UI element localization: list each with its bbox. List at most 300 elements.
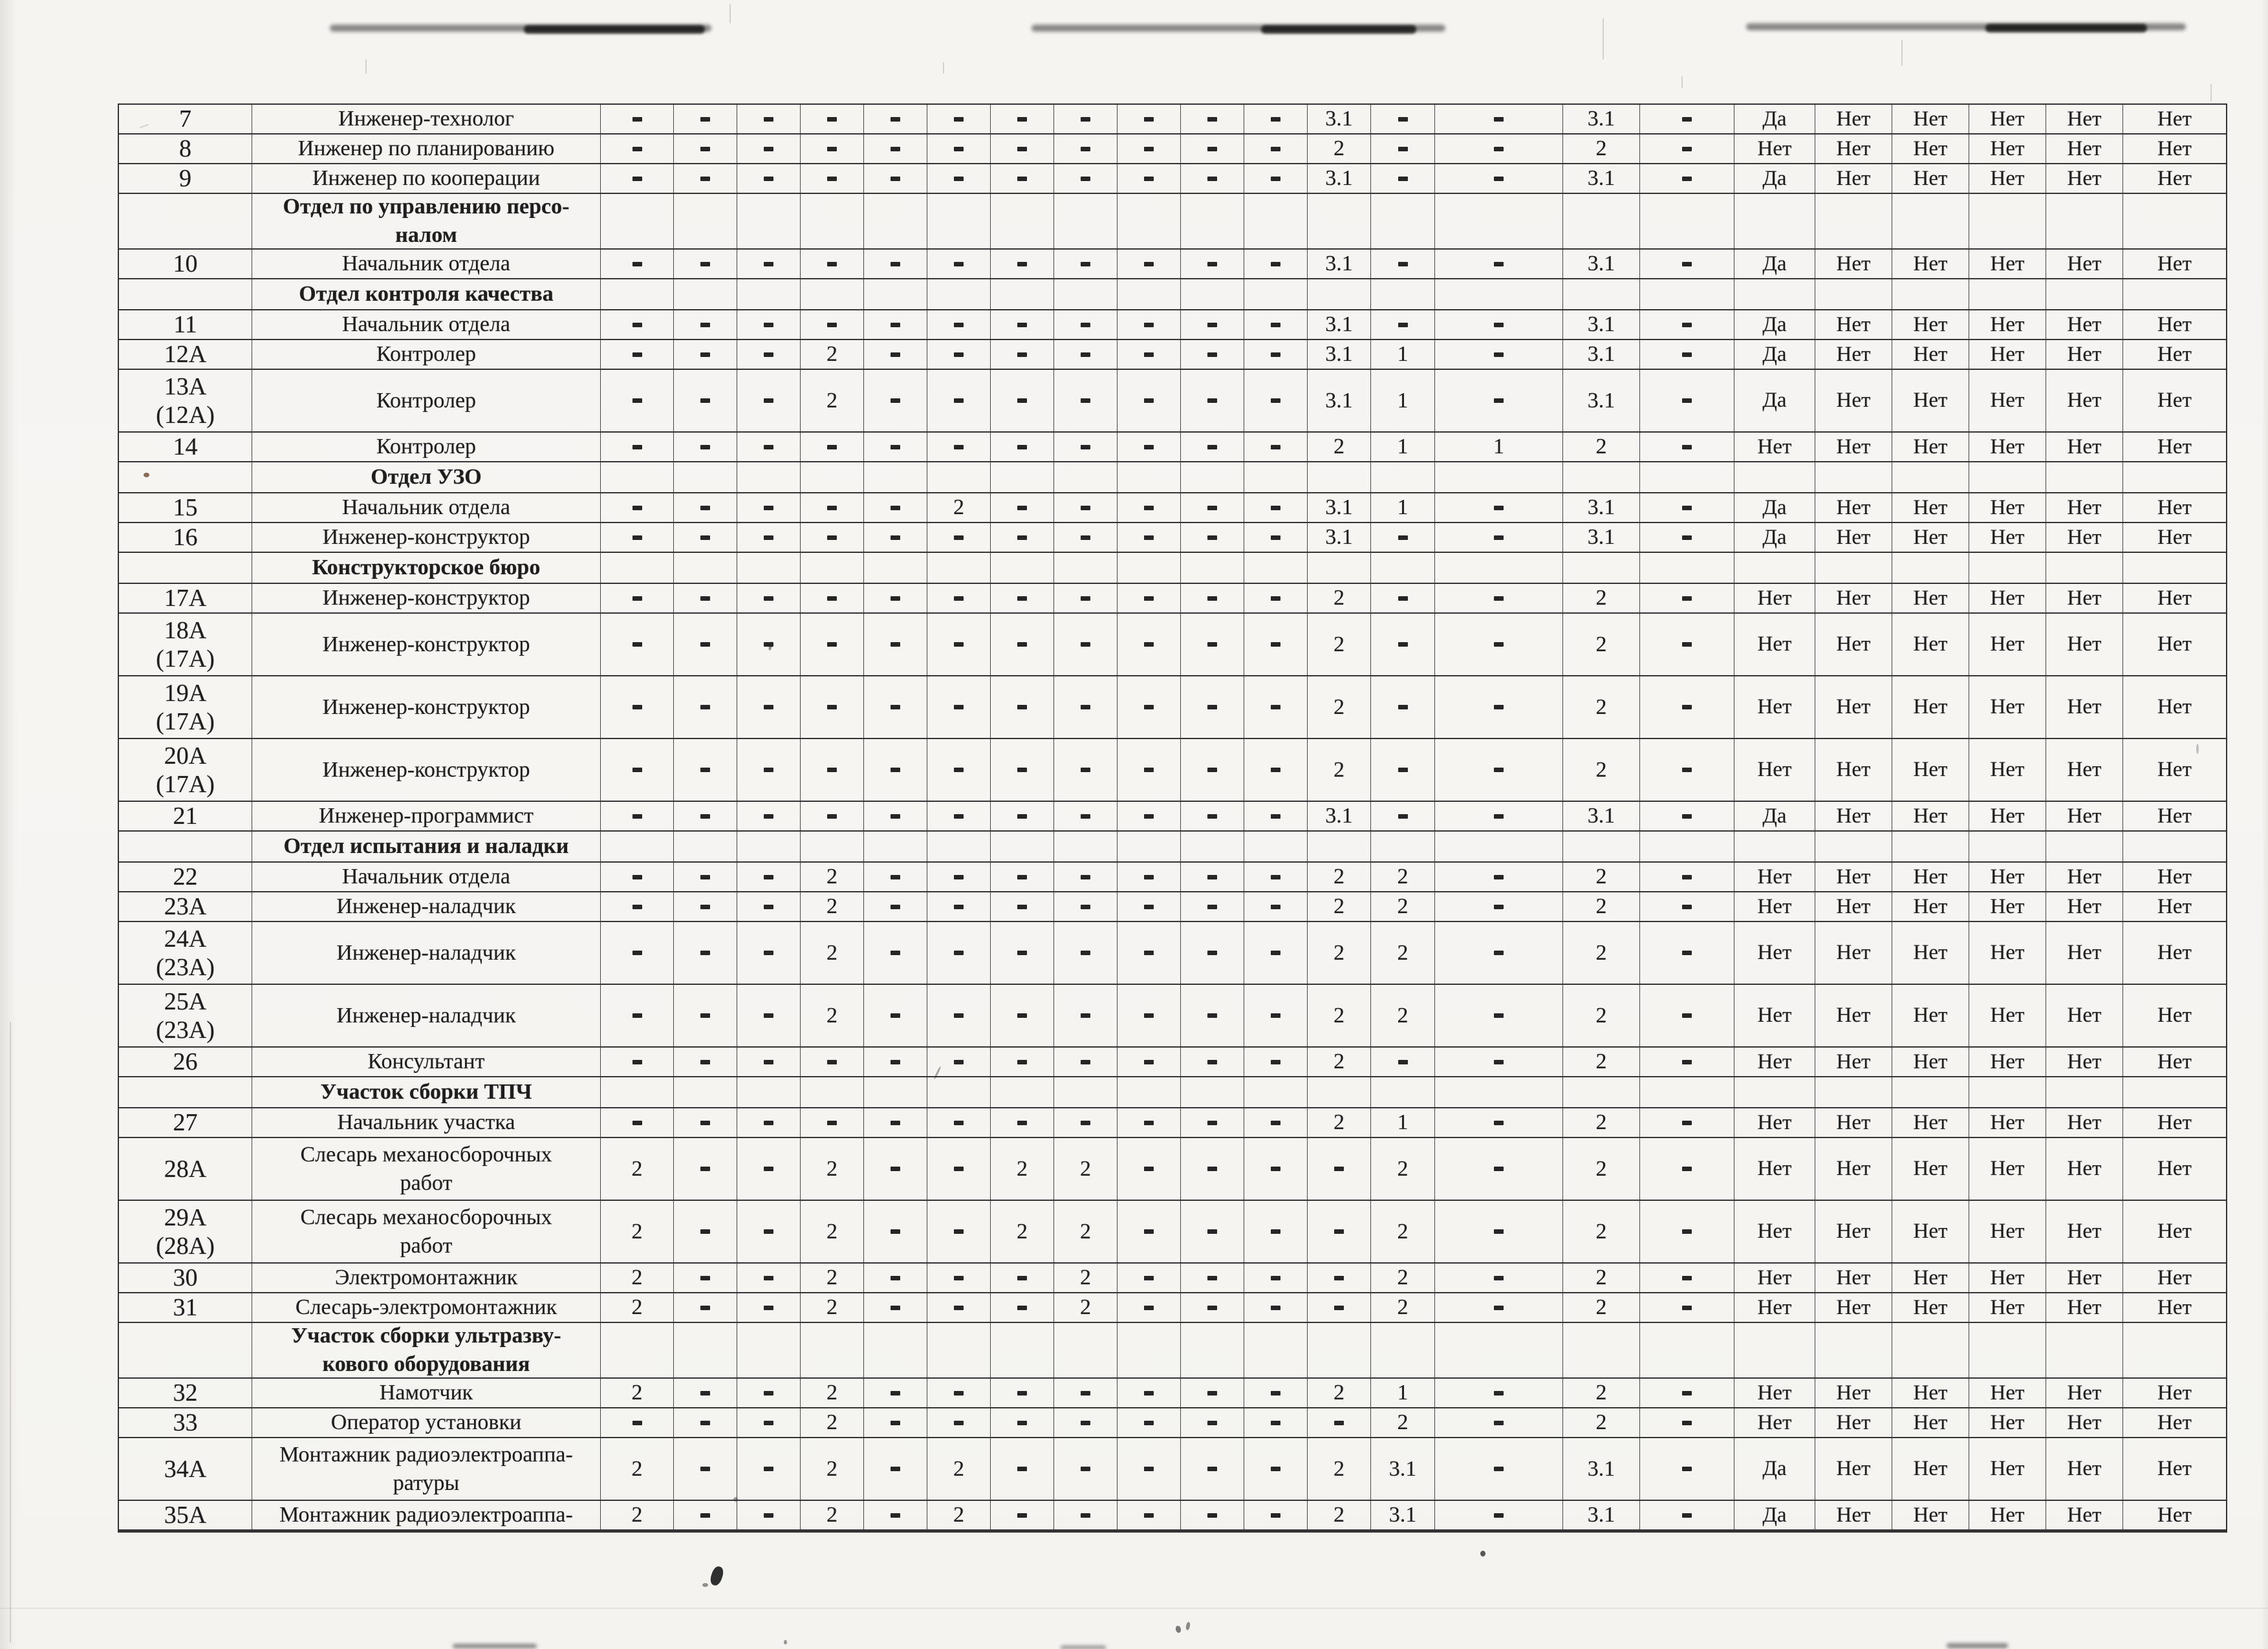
yes-no-cell: Нет bbox=[1734, 135, 1815, 163]
value-cell bbox=[1435, 279, 1563, 309]
value-cell bbox=[601, 832, 674, 861]
value-cell bbox=[1308, 1264, 1371, 1292]
value-cell bbox=[1118, 1138, 1181, 1200]
dash-mark bbox=[1494, 875, 1504, 879]
value-cell: 2 bbox=[1563, 1201, 1640, 1262]
dash-mark bbox=[1144, 1467, 1154, 1471]
dash-mark bbox=[827, 642, 837, 647]
value-cell bbox=[801, 553, 864, 583]
value-cell bbox=[927, 1379, 991, 1407]
position-title-cell: Намотчик bbox=[252, 1379, 601, 1407]
value-cell: 2 bbox=[801, 892, 864, 921]
dash-mark bbox=[764, 177, 773, 181]
value-cell: 3.1 bbox=[1563, 164, 1640, 193]
value-cell bbox=[864, 433, 927, 461]
value-cell bbox=[864, 1438, 927, 1500]
value-cell bbox=[1435, 1108, 1563, 1137]
position-title-cell: Начальник отдела bbox=[252, 250, 601, 278]
value-cell bbox=[601, 676, 674, 738]
value-cell: 3.1 bbox=[1308, 164, 1371, 193]
dash-mark bbox=[891, 1421, 900, 1425]
value-cell bbox=[674, 863, 737, 891]
dash-mark bbox=[1682, 875, 1692, 879]
yes-no-cell: Да bbox=[1734, 250, 1815, 278]
value-cell bbox=[1118, 340, 1181, 369]
scan-hairline bbox=[1681, 76, 1683, 88]
yes-no-cell: Нет bbox=[1969, 370, 2046, 431]
value-cell bbox=[1371, 523, 1435, 552]
value-cell: 1 bbox=[1371, 493, 1435, 522]
dash-mark bbox=[1398, 768, 1408, 772]
section-title-cell: Участок сборки ультразву- кового оборудования bbox=[252, 1323, 601, 1377]
position-title-cell: Инженер-технолог bbox=[252, 105, 601, 133]
value-cell bbox=[864, 1077, 927, 1107]
yes-no-cell: Нет bbox=[2046, 135, 2123, 163]
value-cell bbox=[674, 279, 737, 309]
dash-mark bbox=[1207, 951, 1217, 955]
yes-no-cell bbox=[1815, 553, 1892, 583]
value-cell bbox=[601, 985, 674, 1046]
dash-mark bbox=[1081, 1513, 1090, 1518]
table-row bbox=[119, 135, 2226, 164]
position-title-cell: Контролер bbox=[252, 370, 601, 431]
value-cell bbox=[1640, 1108, 1734, 1137]
value-cell bbox=[1435, 1323, 1563, 1377]
value-cell bbox=[1244, 584, 1308, 612]
dash-mark bbox=[954, 1306, 964, 1310]
yes-no-cell: Нет bbox=[2157, 107, 2192, 131]
value-cell bbox=[1118, 1264, 1181, 1292]
value-cell: 2 bbox=[1371, 922, 1435, 984]
value-cell: 3.1 bbox=[1308, 340, 1371, 369]
value-cell bbox=[674, 676, 737, 738]
dash-mark bbox=[1271, 1167, 1280, 1171]
yes-no-cell: Нет bbox=[2157, 252, 2192, 275]
value-cell: 2 bbox=[1308, 433, 1371, 461]
value-cell bbox=[991, 863, 1054, 891]
dash-mark bbox=[764, 875, 773, 879]
value-cell bbox=[601, 105, 674, 133]
dash-mark bbox=[1081, 1013, 1090, 1018]
dash-mark bbox=[1017, 705, 1027, 709]
yes-no-cell: Нет bbox=[1892, 614, 1969, 675]
yes-no-cell bbox=[1815, 462, 1892, 492]
value-cell: 2 bbox=[801, 370, 864, 431]
dash-mark bbox=[1081, 1391, 1090, 1396]
value-cell bbox=[1640, 340, 1734, 369]
value-cell bbox=[601, 493, 674, 522]
dash-mark bbox=[700, 1167, 710, 1171]
value-cell bbox=[927, 279, 991, 309]
dash-mark bbox=[700, 262, 710, 266]
value-cell bbox=[1118, 105, 1181, 133]
value-cell bbox=[1181, 802, 1244, 830]
yes-no-cell: Нет bbox=[2046, 863, 2123, 891]
yes-no-cell: Нет bbox=[1969, 1501, 2046, 1529]
yes-no-cell bbox=[1892, 832, 1969, 861]
yes-no-cell: Нет bbox=[2157, 758, 2192, 781]
value-cell bbox=[1181, 370, 1244, 431]
value-cell: 2 bbox=[801, 1438, 864, 1500]
value-cell bbox=[601, 1048, 674, 1076]
dash-mark bbox=[1494, 1013, 1504, 1018]
value-cell bbox=[864, 194, 927, 248]
yes-no-cell: Нет bbox=[1815, 1108, 1892, 1137]
value-cell bbox=[1118, 370, 1181, 431]
value-cell bbox=[601, 1108, 674, 1137]
value-cell bbox=[737, 250, 801, 278]
value-cell bbox=[864, 250, 927, 278]
table-row bbox=[119, 1379, 2226, 1408]
dash-mark bbox=[1398, 323, 1408, 327]
value-cell: 3.1 bbox=[1563, 493, 1640, 522]
yes-no-cell: Нет bbox=[1815, 1501, 1892, 1529]
value-cell bbox=[1371, 194, 1435, 248]
value-cell bbox=[1308, 1201, 1371, 1262]
yes-no-cell bbox=[2123, 1077, 2226, 1107]
yes-no-cell: Нет bbox=[2046, 802, 2123, 830]
dash-mark bbox=[1017, 875, 1027, 879]
dash-mark bbox=[764, 262, 773, 266]
yes-no-cell: Нет bbox=[1815, 1264, 1892, 1292]
yes-no-cell: Нет bbox=[1815, 1408, 1892, 1437]
value-cell bbox=[991, 1379, 1054, 1407]
value-cell bbox=[1640, 523, 1734, 552]
dash-mark bbox=[1682, 905, 1692, 909]
value-cell bbox=[601, 863, 674, 891]
value-cell bbox=[1640, 553, 1734, 583]
value-cell bbox=[991, 584, 1054, 612]
yes-no-cell: Нет bbox=[1892, 584, 1969, 612]
value-cell bbox=[1435, 553, 1563, 583]
value-cell bbox=[1118, 802, 1181, 830]
value-cell: 2 bbox=[1563, 1264, 1640, 1292]
yes-no-cell: Нет bbox=[2157, 865, 2192, 889]
value-cell bbox=[1640, 922, 1734, 984]
yes-no-cell: Нет bbox=[1892, 802, 1969, 830]
value-cell bbox=[1054, 985, 1118, 1046]
yes-no-cell: Нет bbox=[1815, 739, 1892, 801]
dash-mark bbox=[1271, 262, 1280, 266]
value-cell bbox=[1244, 523, 1308, 552]
value-cell bbox=[674, 1379, 737, 1407]
yes-no-cell: Нет bbox=[1815, 985, 1892, 1046]
value-cell: 2 bbox=[1308, 1108, 1371, 1137]
row-number-cell: 21 bbox=[119, 802, 252, 830]
value-cell bbox=[801, 462, 864, 492]
yes-no-cell: Нет bbox=[1892, 1438, 1969, 1500]
yes-no-cell: Да bbox=[1734, 493, 1815, 522]
value-cell: 2 bbox=[1563, 863, 1640, 891]
yes-no-cell: Нет bbox=[1892, 1048, 1969, 1076]
dash-mark bbox=[1494, 1276, 1504, 1280]
yes-no-cell: Нет bbox=[1969, 433, 2046, 461]
value-cell bbox=[1181, 739, 1244, 801]
yes-no-cell: Нет bbox=[1734, 1264, 1815, 1292]
dash-mark bbox=[1494, 535, 1504, 540]
value-cell bbox=[1435, 462, 1563, 492]
value-cell bbox=[864, 553, 927, 583]
value-cell bbox=[737, 1323, 801, 1377]
table-row bbox=[119, 1293, 2226, 1323]
yes-no-cell: Нет bbox=[1892, 1408, 1969, 1437]
value-cell bbox=[674, 493, 737, 522]
value-cell: 1 bbox=[1435, 433, 1563, 461]
dash-mark bbox=[1017, 1467, 1027, 1471]
value-cell bbox=[1244, 1048, 1308, 1076]
dash-mark bbox=[1494, 262, 1504, 266]
value-cell bbox=[864, 676, 927, 738]
value-cell bbox=[1371, 1323, 1435, 1377]
value-cell bbox=[1640, 194, 1734, 248]
value-cell: 2 bbox=[1371, 1201, 1435, 1262]
section-row bbox=[119, 279, 2226, 310]
dash-mark bbox=[1207, 1013, 1217, 1018]
dash-mark bbox=[1144, 705, 1154, 709]
value-cell: 3.1 bbox=[1563, 1501, 1640, 1529]
dash-mark bbox=[1207, 1060, 1217, 1064]
dash-mark bbox=[891, 1467, 900, 1471]
value-cell: 2 bbox=[1563, 1379, 1640, 1407]
row-number-cell bbox=[119, 553, 252, 583]
dash-mark bbox=[764, 905, 773, 909]
dash-mark bbox=[1144, 1060, 1154, 1064]
value-cell bbox=[1244, 105, 1308, 133]
yes-no-cell: Нет bbox=[2157, 632, 2192, 656]
value-cell bbox=[1640, 584, 1734, 612]
value-cell bbox=[674, 250, 737, 278]
yes-no-cell: Нет bbox=[1815, 1201, 1892, 1262]
value-cell bbox=[927, 584, 991, 612]
table-row bbox=[119, 1108, 2226, 1138]
yes-no-cell bbox=[2123, 462, 2226, 492]
value-cell bbox=[1435, 1438, 1563, 1500]
yes-no-cell: Нет bbox=[2157, 894, 2192, 918]
dash-mark bbox=[1271, 1513, 1280, 1518]
dash-mark bbox=[764, 1060, 773, 1064]
yes-no-cell: Нет bbox=[2046, 1048, 2123, 1076]
dash-mark bbox=[954, 445, 964, 449]
dash-mark bbox=[1682, 398, 1692, 403]
value-cell bbox=[1054, 863, 1118, 891]
value-cell: 2 bbox=[1563, 1138, 1640, 1200]
value-cell: 2 bbox=[1308, 676, 1371, 738]
table-row bbox=[119, 1501, 2226, 1529]
dash-mark bbox=[1271, 905, 1280, 909]
yes-no-cell bbox=[1815, 832, 1892, 861]
yes-no-cell: Нет bbox=[2046, 1264, 2123, 1292]
yes-no-cell: Нет bbox=[1815, 340, 1892, 369]
yes-no-cell: Нет bbox=[2046, 922, 2123, 984]
dash-mark bbox=[891, 875, 900, 879]
dash-mark bbox=[1207, 814, 1217, 819]
yes-no-cell: Нет bbox=[1815, 105, 1892, 133]
value-cell bbox=[991, 493, 1054, 522]
dash-mark bbox=[1207, 596, 1217, 601]
dash-mark bbox=[1682, 1229, 1692, 1234]
value-cell bbox=[801, 433, 864, 461]
value-cell: 2 bbox=[801, 1293, 864, 1322]
value-cell bbox=[601, 462, 674, 492]
value-cell bbox=[1435, 250, 1563, 278]
value-cell bbox=[1308, 832, 1371, 861]
scan-hairline bbox=[943, 62, 944, 74]
dash-mark bbox=[1271, 1013, 1280, 1018]
dash-mark bbox=[700, 875, 710, 879]
dash-mark bbox=[1081, 1060, 1090, 1064]
dash-mark bbox=[1271, 117, 1280, 122]
value-cell bbox=[737, 863, 801, 891]
value-cell bbox=[737, 462, 801, 492]
value-cell bbox=[674, 433, 737, 461]
value-cell bbox=[1435, 922, 1563, 984]
value-cell bbox=[1435, 892, 1563, 921]
value-cell bbox=[674, 1264, 737, 1292]
value-cell: 3.1 bbox=[1308, 802, 1371, 830]
value-cell: 2 bbox=[1371, 1293, 1435, 1322]
value-cell bbox=[1181, 250, 1244, 278]
dash-mark bbox=[632, 596, 642, 601]
position-title-cell: Начальник участка bbox=[252, 1108, 601, 1137]
yes-no-cell: Нет bbox=[2157, 1381, 2192, 1405]
value-cell bbox=[991, 676, 1054, 738]
yes-no-cell: Нет bbox=[1734, 1293, 1815, 1322]
yes-no-cell: Нет bbox=[1892, 135, 1969, 163]
dash-mark bbox=[1017, 398, 1027, 403]
yes-no-cell: Нет bbox=[1892, 370, 1969, 431]
value-cell: 2 bbox=[927, 1501, 991, 1529]
table-row bbox=[119, 523, 2226, 553]
dash-mark bbox=[1017, 1013, 1027, 1018]
dash-mark bbox=[954, 1229, 964, 1234]
value-cell bbox=[1244, 310, 1308, 339]
value-cell: 2 bbox=[1563, 1293, 1640, 1322]
yes-no-cell: Нет bbox=[2046, 310, 2123, 339]
dash-mark bbox=[632, 147, 642, 151]
dash-mark bbox=[891, 642, 900, 647]
yes-no-cell: Нет bbox=[2157, 695, 2192, 718]
row-number-cell: 20А (17А) bbox=[119, 739, 252, 801]
dash-mark bbox=[1494, 596, 1504, 601]
value-cell bbox=[1118, 433, 1181, 461]
yes-no-cell: Нет bbox=[2157, 1157, 2192, 1180]
table-row bbox=[119, 493, 2226, 523]
value-cell bbox=[1371, 135, 1435, 163]
dash-mark bbox=[764, 1167, 773, 1171]
value-cell bbox=[601, 194, 674, 248]
value-cell bbox=[1435, 105, 1563, 133]
value-cell: 2 bbox=[601, 1264, 674, 1292]
yes-no-cell: Нет bbox=[2046, 250, 2123, 278]
dash-mark bbox=[1144, 1229, 1154, 1234]
value-cell bbox=[1181, 1323, 1244, 1377]
value-cell bbox=[864, 863, 927, 891]
dash-mark bbox=[1081, 147, 1090, 151]
dash-mark bbox=[827, 705, 837, 709]
dash-mark bbox=[764, 1421, 773, 1425]
dash-mark bbox=[632, 1421, 642, 1425]
value-cell bbox=[864, 310, 927, 339]
yes-no-cell: Нет bbox=[1969, 493, 2046, 522]
yes-no-cell: Нет bbox=[2157, 312, 2192, 336]
value-cell bbox=[1244, 1501, 1308, 1529]
value-cell bbox=[1371, 250, 1435, 278]
dash-mark bbox=[1144, 1513, 1154, 1518]
value-cell bbox=[991, 310, 1054, 339]
section-row bbox=[119, 462, 2226, 493]
value-cell: 2 bbox=[1308, 739, 1371, 801]
dash-mark bbox=[1494, 1421, 1504, 1425]
value-cell bbox=[991, 1077, 1054, 1107]
value-cell bbox=[927, 985, 991, 1046]
yes-no-cell: Нет bbox=[1969, 1201, 2046, 1262]
yes-no-cell: Нет bbox=[1815, 892, 1892, 921]
yes-no-cell: Нет bbox=[1734, 1108, 1815, 1137]
value-cell bbox=[1181, 1077, 1244, 1107]
yes-no-cell: Нет bbox=[1892, 922, 1969, 984]
dash-mark bbox=[632, 814, 642, 819]
yes-no-cell bbox=[2123, 279, 2226, 309]
value-cell bbox=[991, 1293, 1054, 1322]
scan-smudge bbox=[524, 25, 705, 34]
value-cell bbox=[1118, 194, 1181, 248]
value-cell bbox=[737, 739, 801, 801]
value-cell bbox=[674, 553, 737, 583]
dash-mark bbox=[954, 1276, 964, 1280]
value-cell bbox=[1308, 279, 1371, 309]
row-number-cell: 8 bbox=[119, 135, 252, 163]
yes-no-cell: Да bbox=[1734, 105, 1815, 133]
value-cell: 2 bbox=[801, 1501, 864, 1529]
dash-mark bbox=[954, 1421, 964, 1425]
table-row bbox=[119, 340, 2226, 370]
value-cell bbox=[1181, 922, 1244, 984]
yes-no-cell: Нет bbox=[1734, 1408, 1815, 1437]
value-cell bbox=[1118, 310, 1181, 339]
dash-mark bbox=[954, 398, 964, 403]
dash-mark bbox=[1682, 1421, 1692, 1425]
dash-mark bbox=[1207, 1421, 1217, 1425]
value-cell bbox=[1640, 433, 1734, 461]
yes-no-cell bbox=[1734, 1323, 1815, 1377]
yes-no-cell: Нет bbox=[2046, 433, 2123, 461]
dash-mark bbox=[1144, 642, 1154, 647]
dash-mark bbox=[764, 398, 773, 403]
dash-mark bbox=[954, 262, 964, 266]
value-cell bbox=[864, 1108, 927, 1137]
dash-mark bbox=[1271, 1121, 1280, 1125]
value-cell: 2 bbox=[1054, 1293, 1118, 1322]
dash-mark bbox=[632, 117, 642, 122]
dash-mark bbox=[954, 117, 964, 122]
value-cell bbox=[927, 892, 991, 921]
row-number-cell: 34А bbox=[119, 1438, 252, 1500]
dash-mark bbox=[1682, 1276, 1692, 1280]
dash-mark bbox=[1207, 1467, 1217, 1471]
value-cell: 2 bbox=[1054, 1138, 1118, 1200]
value-cell: 2 bbox=[801, 985, 864, 1046]
yes-no-cell: Нет bbox=[1892, 493, 1969, 522]
yes-no-cell: Нет bbox=[1892, 523, 1969, 552]
value-cell bbox=[991, 370, 1054, 431]
dash-mark bbox=[1017, 117, 1027, 122]
yes-no-cell: Нет bbox=[1815, 1138, 1892, 1200]
table-row bbox=[119, 584, 2226, 614]
yes-no-cell: Да bbox=[1734, 802, 1815, 830]
value-cell bbox=[1181, 1501, 1244, 1529]
dash-mark bbox=[632, 398, 642, 403]
dash-mark bbox=[1682, 642, 1692, 647]
